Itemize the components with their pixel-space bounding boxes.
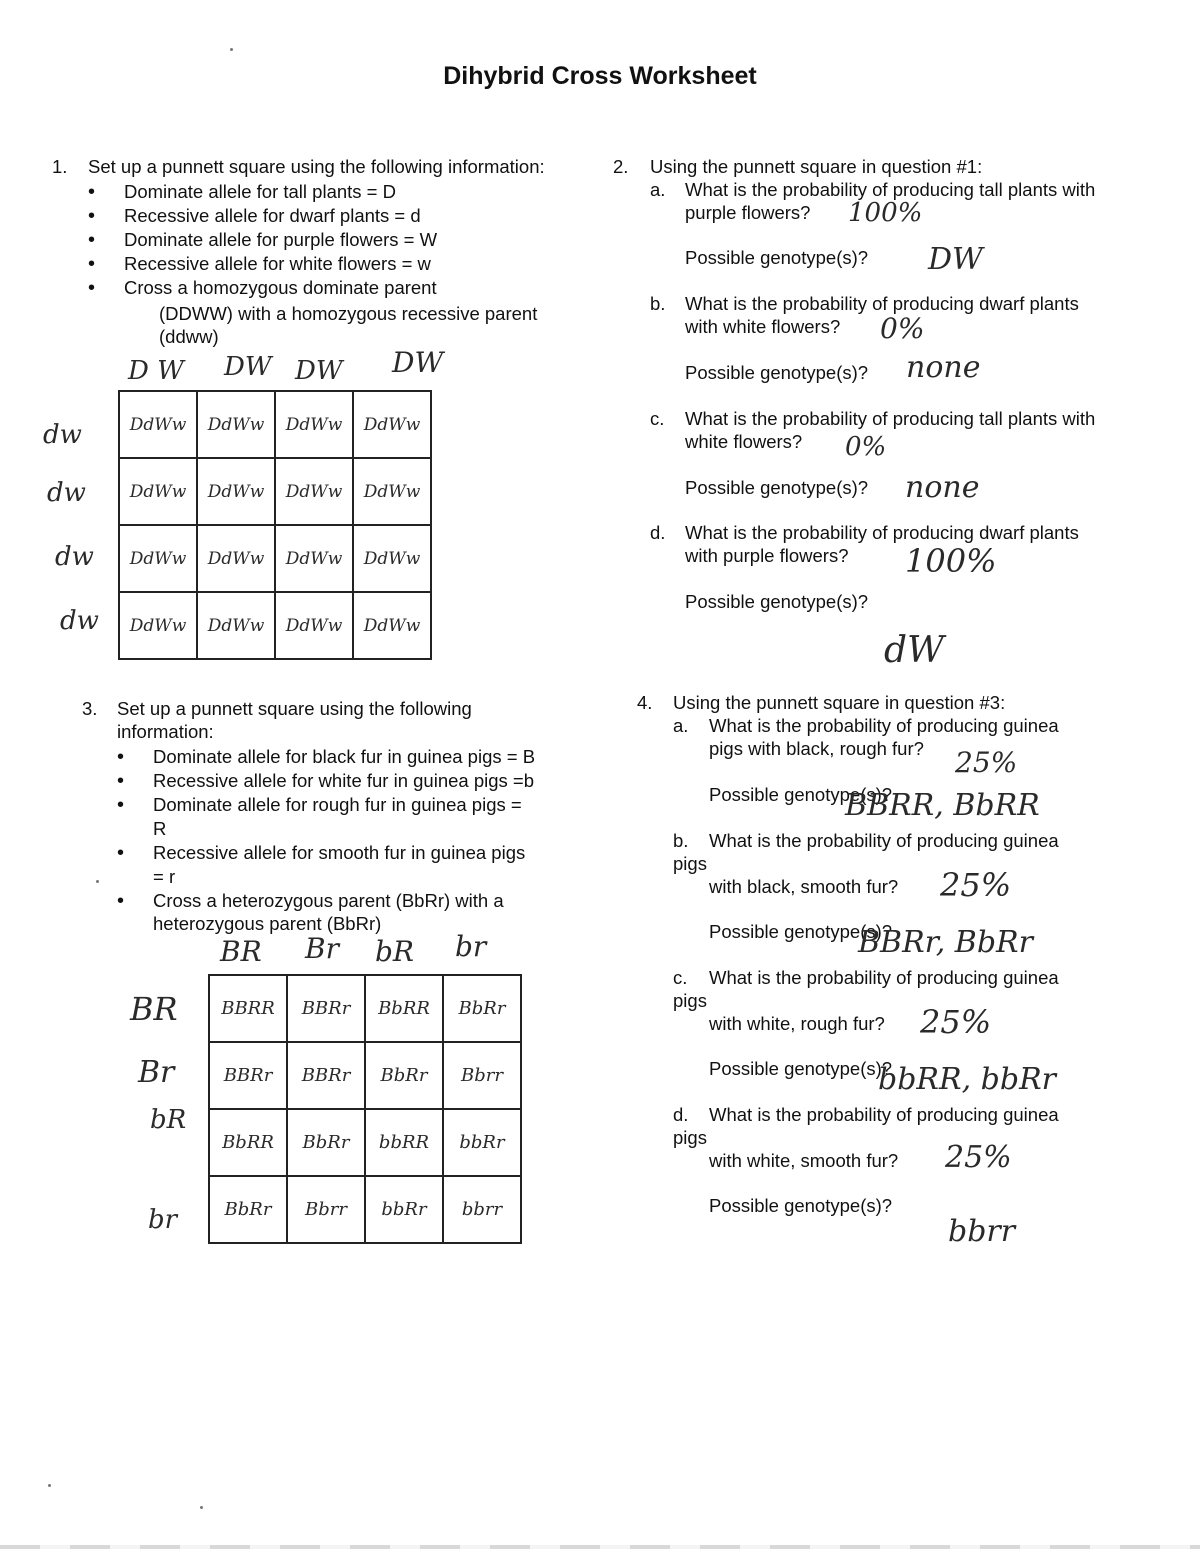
punnett-cell: DdWw (119, 592, 197, 659)
question-text: information: (117, 721, 214, 742)
punnett-cell: BBRr (209, 1042, 287, 1109)
genotype-label: Possible genotype(s)? (685, 362, 869, 383)
sub-question-letter: b. (650, 293, 666, 314)
punnett-row (119, 525, 431, 592)
bullet-item: • Recessive allele for smooth fur in guinea pigs (117, 841, 597, 865)
punnett-cell: BBRR (209, 975, 287, 1042)
punnett-cell: DdWw (353, 525, 431, 592)
sub-question-letter: d. (650, 522, 666, 543)
handwritten-genotype: bbRR, bbRr (878, 1062, 1056, 1097)
punnett-row (209, 1042, 521, 1109)
pigs-label: pigs (673, 990, 707, 1011)
punnett-cell: bbRR (365, 1109, 443, 1176)
handwritten-answer: 25% (945, 1140, 1012, 1175)
pigs-label: pigs (673, 853, 707, 874)
punnett-col-header: DW (295, 356, 343, 386)
punnett-col-header: D W (128, 356, 184, 386)
handwritten-genotype: BBRr, BbRr (858, 925, 1033, 960)
sub-question-text: with white flowers? (685, 316, 841, 337)
scan-speck (230, 48, 233, 51)
punnett-cell: bbRr (443, 1109, 521, 1176)
bullet-continuation: = r (153, 866, 176, 887)
bullet-item: • Recessive allele for dwarf plants = d (88, 204, 588, 228)
sub-question-letter: a. (650, 179, 666, 200)
question-text: Using the punnett square in question #3: (673, 692, 1006, 713)
punnett-cell: DdWw (275, 592, 353, 659)
punnett-square-3 (208, 974, 522, 1244)
punnett-cell: DdWw (197, 592, 275, 659)
pigs-label: pigs (673, 1127, 707, 1148)
bullet-item: • Dominate allele for purple flowers = W (88, 228, 588, 252)
bullet-item: • Cross a homozygous dominate parent (88, 276, 588, 300)
punnett-cell: BBRr (287, 975, 365, 1042)
sub-question-text: What is the probability of producing guinea (709, 1104, 1059, 1125)
sub-question-text: What is the probability of producing tall plants with (685, 179, 1096, 200)
bullet-item: • Recessive allele for white fur in guinea pigs =b (117, 769, 597, 793)
handwritten-genotype: BBRR, BbRR (845, 788, 1040, 823)
handwritten-genotype: dW (884, 630, 945, 671)
punnett-cell: Bbrr (287, 1176, 365, 1243)
question-number: 4. (637, 692, 653, 713)
sub-question-text: with white, smooth fur? (709, 1150, 899, 1171)
bullet-item: • Recessive allele for white flowers = w (88, 252, 588, 276)
handwritten-genotype: none (905, 470, 980, 505)
punnett-cell: DdWw (353, 458, 431, 525)
sub-question-text: purple flowers? (685, 202, 811, 223)
sub-question-letter: a. (673, 715, 689, 736)
genotype-label: Possible genotype(s)? (709, 1058, 893, 1079)
punnett-cell: DdWw (197, 525, 275, 592)
bullet-continuation: (DDWW) with a homozygous recessive parent (159, 303, 538, 324)
bullet-continuation: heterozygous parent (BbRr) (153, 913, 382, 934)
punnett-square-1 (118, 390, 432, 660)
scan-speck (48, 1484, 51, 1487)
punnett-row-header: br (148, 1205, 178, 1235)
punnett-cell: DdWw (275, 458, 353, 525)
scan-speck (200, 1506, 203, 1509)
punnett-row-header: dw (43, 420, 82, 450)
sub-question-text: with black, smooth fur? (709, 876, 899, 897)
punnett-cell: DdWw (197, 391, 275, 458)
handwritten-answer: 25% (955, 746, 1018, 779)
bullet-item: • Cross a heterozygous parent (BbRr) with a (117, 889, 597, 913)
genotype-label: Possible genotype(s)? (709, 784, 893, 805)
punnett-col-header: bR (375, 935, 415, 968)
sub-question-letter: d. (673, 1104, 689, 1125)
punnett-cell: BbRr (287, 1109, 365, 1176)
handwritten-answer: 100% (905, 542, 997, 580)
question-number: 2. (613, 156, 629, 177)
punnett-col-header: DW (224, 352, 272, 382)
punnett-cell: BbRr (365, 1042, 443, 1109)
punnett-cell: BbRr (209, 1176, 287, 1243)
handwritten-answer: 0% (880, 312, 925, 345)
question-text: Set up a punnett square using the following (117, 698, 472, 719)
sub-question-text: with purple flowers? (685, 545, 849, 566)
genotype-label: Possible genotype(s)? (685, 247, 869, 268)
punnett-row (209, 1109, 521, 1176)
genotype-label: Possible genotype(s)? (685, 477, 869, 498)
punnett-cell: DdWw (275, 391, 353, 458)
question-text: Set up a punnett square using the following information: (88, 156, 545, 177)
sub-question-text: white flowers? (685, 431, 803, 452)
punnett-cell: DdWw (275, 525, 353, 592)
punnett-row-header: dw (47, 478, 86, 508)
bullet-continuation: R (153, 818, 167, 839)
punnett-cell: BBRr (287, 1042, 365, 1109)
punnett-row-header: dw (55, 542, 94, 572)
punnett-col-header: Br (305, 932, 339, 965)
punnett-cell: bbrr (443, 1176, 521, 1243)
sub-question-text: What is the probability of producing guinea (709, 715, 1059, 736)
punnett-cell: DdWw (197, 458, 275, 525)
sub-question-letter: b. (673, 830, 689, 851)
scan-speck (96, 880, 99, 883)
punnett-row-header: bR (150, 1105, 187, 1135)
bullet-list (88, 180, 588, 300)
handwritten-genotype: none (906, 350, 981, 385)
bullet-item: • Dominate allele for black fur in guinea pigs = B (117, 745, 597, 769)
punnett-cell: bbRr (365, 1176, 443, 1243)
punnett-col-header: DW (392, 346, 444, 379)
bullet-item: • Dominate allele for tall plants = D (88, 180, 588, 204)
handwritten-answer: 25% (920, 1003, 992, 1041)
punnett-row-header: dw (60, 606, 99, 636)
sub-question-text: What is the probability of producing tall plants with (685, 408, 1096, 429)
punnett-row-header: Br (138, 1055, 175, 1090)
genotype-label: Possible genotype(s)? (709, 1195, 893, 1216)
sub-question-text: What is the probability of producing guinea (709, 967, 1059, 988)
handwritten-answer: 100% (848, 198, 923, 228)
question-number: 3. (82, 698, 98, 719)
punnett-row (119, 458, 431, 525)
punnett-cell: BbRR (209, 1109, 287, 1176)
punnett-cell: DdWw (353, 391, 431, 458)
punnett-col-header: br (455, 930, 487, 963)
punnett-cell: DdWw (119, 525, 197, 592)
handwritten-genotype: DW (928, 242, 983, 277)
question-text: Using the punnett square in question #1: (650, 156, 983, 177)
page-title: Dihybrid Cross Worksheet (443, 62, 757, 90)
genotype-label: Possible genotype(s)? (709, 921, 893, 942)
bullet-list (117, 745, 597, 913)
punnett-cell: Bbrr (443, 1042, 521, 1109)
punnett-cell: BbRR (365, 975, 443, 1042)
bullet-continuation: (ddww) (159, 326, 219, 347)
punnett-row (119, 391, 431, 458)
handwritten-genotype: bbrr (948, 1214, 1016, 1249)
punnett-cell: DdWw (353, 592, 431, 659)
punnett-row (209, 1176, 521, 1243)
scan-edge (0, 1545, 1200, 1549)
sub-question-text: with white, rough fur? (709, 1013, 885, 1034)
punnett-cell: DdWw (119, 391, 197, 458)
punnett-row (209, 975, 521, 1042)
sub-question-letter: c. (673, 967, 688, 988)
genotype-label: Possible genotype(s)? (685, 591, 869, 612)
sub-question-text: What is the probability of producing dwarf plants (685, 522, 1079, 543)
punnett-cell: DdWw (119, 458, 197, 525)
sub-question-letter: c. (650, 408, 665, 429)
sub-question-text: pigs with black, rough fur? (709, 738, 924, 759)
punnett-cell: BbRr (443, 975, 521, 1042)
punnett-col-header: BR (220, 935, 262, 968)
question-number: 1. (52, 156, 68, 177)
bullet-item: • Dominate allele for rough fur in guinea pigs = (117, 793, 597, 817)
sub-question-text: What is the probability of producing dwarf plants (685, 293, 1079, 314)
punnett-row (119, 592, 431, 659)
punnett-row-header: BR (130, 990, 178, 1028)
sub-question-text: What is the probability of producing guinea (709, 830, 1059, 851)
handwritten-answer: 25% (940, 866, 1012, 904)
handwritten-answer: 0% (845, 432, 887, 462)
